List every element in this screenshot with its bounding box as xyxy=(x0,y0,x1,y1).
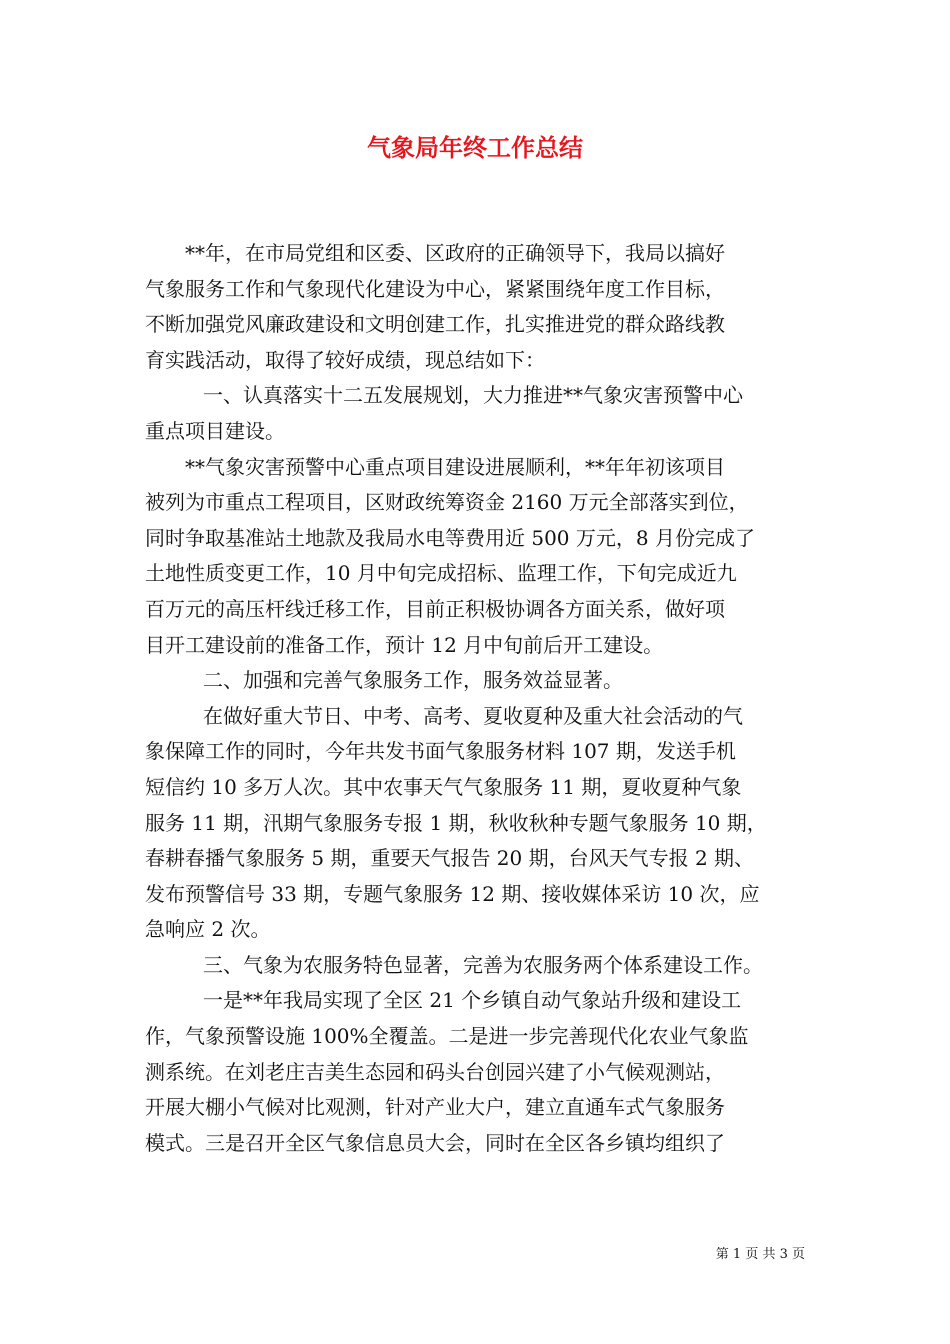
text-line: 春耕春播气象服务 5 期，重要天气报告 20 期，台风天气专报 2 期、 xyxy=(145,846,755,871)
text-line: 气象服务工作和气象现代化建设为中心，紧紧围绕年度工作目标， xyxy=(145,276,725,301)
text-line: 同时争取基准站土地款及我局水电等费用近 500 万元，8 月份完成了 xyxy=(145,525,755,550)
text-line: 开展大棚小气候对比观测，针对产业大户，建立直通车式气象服务 xyxy=(145,1095,725,1120)
section-heading-line: 三、气象为农服务特色显著，完善为农服务两个体系建设工作。 xyxy=(203,952,763,977)
text-line: 服务 11 期，汛期气象服务专报 1 期，秋收秋种专题气象服务 10 期， xyxy=(145,810,767,835)
text-line: 不断加强党风廉政建设和文明创建工作，扎实推进党的群众路线教 xyxy=(145,312,725,337)
text-line: 发布预警信号 33 期，专题气象服务 12 期、接收媒体采访 10 次，应 xyxy=(145,881,760,906)
text-line: **年，在市局党组和区委、区政府的正确领导下，我局以搞好 xyxy=(185,241,725,265)
section-heading-line: 二、加强和完善气象服务工作，服务效益显著。 xyxy=(203,668,623,693)
text-line: 在做好重大节日、中考、高考、夏收夏种及重大社会活动的气 xyxy=(203,703,743,728)
text-line: 短信约 10 多万人次。其中农事天气气象服务 11 期，夏收夏种气象 xyxy=(145,774,742,799)
text-line: 目开工建设前的准备工作，预计 12 月中旬前后开工建设。 xyxy=(145,632,664,657)
document-body xyxy=(145,236,815,1161)
text-line: 土地性质变更工作，10 月中旬完成招标、监理工作，下旬完成近九 xyxy=(145,561,737,586)
text-line: **气象灾害预警中心重点项目建设进展顺利，**年年初该项目 xyxy=(185,454,725,479)
text-line: 作，气象预警设施 100%全覆盖。二是进一步完善现代化农业气象监 xyxy=(145,1024,749,1049)
text-line: 育实践活动，取得了较好成绩，现总结如下： xyxy=(145,347,545,372)
text-line: 测系统。在刘老庄吉美生态园和码头台创园兴建了小气候观测站， xyxy=(145,1059,725,1084)
text-line: 百万元的高压杆线迁移工作，目前正积极协调各方面关系，做好项 xyxy=(145,596,725,621)
text-line: 一是**年我局实现了全区 21 个乡镇自动气象站升级和建设工 xyxy=(203,988,742,1013)
text-line: 象保障工作的同时，今年共发书面气象服务材料 107 期，发送手机 xyxy=(145,739,736,764)
page-title: 气象局年终工作总结 xyxy=(367,133,583,162)
page-number: 第 1 页 共 3 页 xyxy=(715,1247,805,1262)
text-line: 被列为市重点工程项目，区财政统筹资金 2160 万元全部落实到位， xyxy=(145,490,749,515)
text-line: 模式。三是召开全区气象信息员大会，同时在全区各乡镇均组织了 xyxy=(145,1130,725,1155)
section-heading-line: 重点项目建设。 xyxy=(145,418,285,443)
text-line: 急响应 2 次。 xyxy=(145,917,271,942)
section-heading-line: 一、认真落实十二五发展规划，大力推进**气象灾害预警中心 xyxy=(203,383,743,408)
